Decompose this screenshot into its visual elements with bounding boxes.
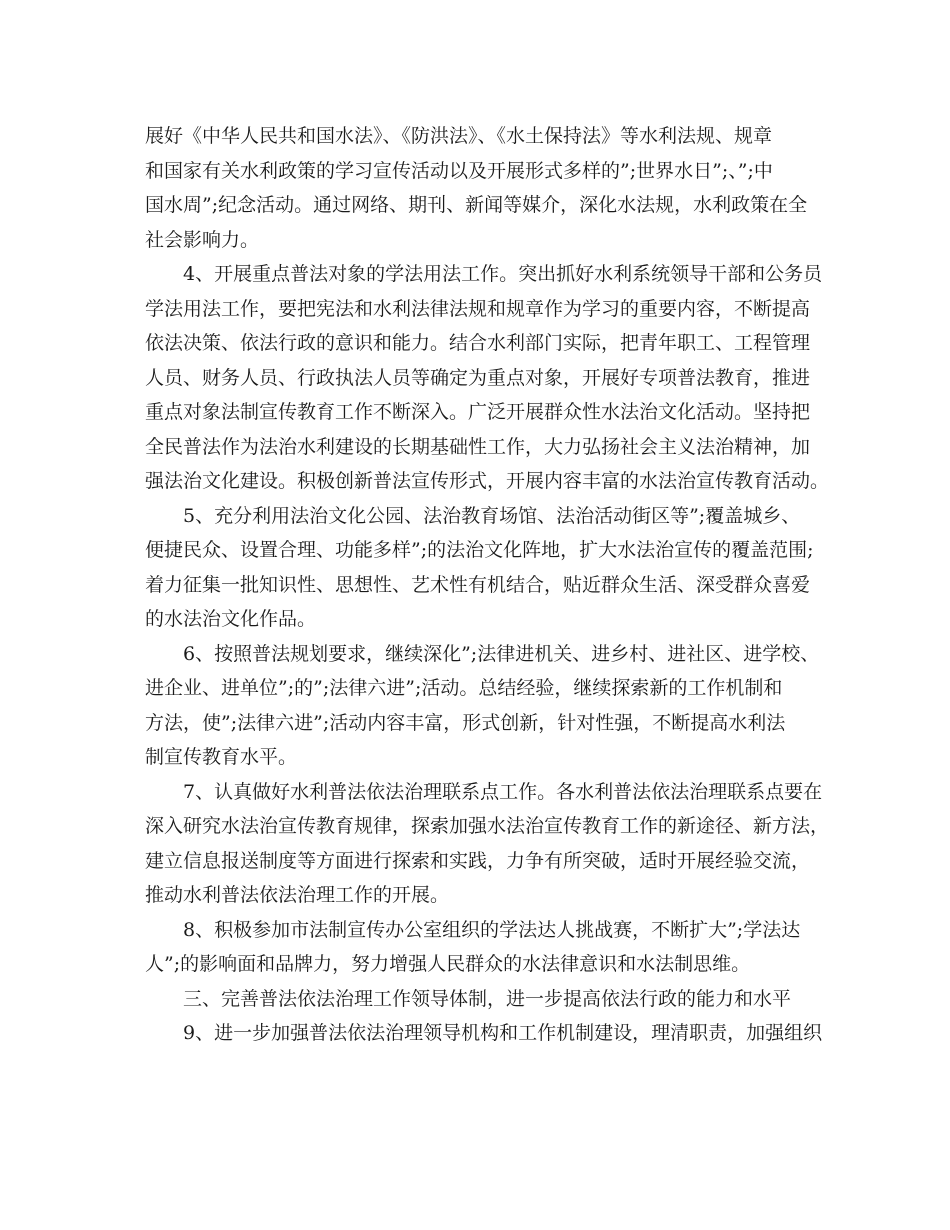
- document-body: [145, 119, 830, 1051]
- paragraph-line: 展好《中华人民共和国水法》、《防洪法》、《水土保持法》等水利法规、规章: [145, 125, 773, 147]
- paragraph-line: 深入研究水法治宣传教育规律，探索加强水法治宣传教育工作的新途径、新方法，: [145, 815, 830, 837]
- paragraph-line: 社会影响力。: [145, 228, 260, 251]
- paragraph-line: 人员、财务人员、行政执法人员等确定为重点对象，开展好专项普法教育，推进: [145, 366, 811, 389]
- paragraph-first-line: 9、进一步加强普法依法治理领导机构和工作机制建设，理清职责，加强组织: [183, 1022, 823, 1044]
- paragraph-line: 和国家有关水利政策的学习宣传活动以及开展形式多样的”;世界水日”;、”;中: [145, 159, 773, 182]
- paragraph-line: 国水周”;纪念活动。通过网络、期刊、新闻等媒介，深化水法规，水利政策在全: [145, 194, 808, 216]
- paragraph-line: 着力征集一批知识性、思想性、艺术性有机结合，贴近群众生活、深受群众喜爱: [145, 573, 811, 596]
- paragraph-line: 进企业、进单位”;的”;法律六进”;活动。总结经验，继续探索新的工作机制和: [145, 677, 783, 699]
- paragraph-first-line: 5、充分利用法治文化公园、法治教育场馆、法治活动街区等”;覆盖城乡、: [183, 504, 801, 527]
- paragraph-first-line: 三、完善普法依法治理工作领导体制，进一步提高依法行政的能力和水平: [183, 987, 792, 1010]
- paragraph-line: 便捷民众、设置合理、功能多样”;的法治文化阵地，扩大水法治宣传的覆盖范围;: [145, 539, 814, 561]
- paragraph-first-line: 4、开展重点普法对象的学法用法工作。突出抓好水利系统领导干部和公务员: [183, 263, 823, 285]
- paragraph-line: 的水法治文化作品。: [145, 608, 317, 630]
- paragraph-first-line: 7、认真做好水利普法依法治理联系点工作。各水利普法依法治理联系点要在: [183, 780, 823, 803]
- paragraph-first-line: 8、积极参加市法制宣传办公室组织的学法达人挑战赛，不断扩大”;学法达: [183, 918, 801, 941]
- paragraph-first-line: 6、按照普法规划要求，继续深化”;法律进机关、进乡村、进社区、进学校、: [183, 642, 820, 665]
- paragraph-line: 人”;的影响面和品牌力，努力增强人民群众的水法律意识和水法制思维。: [145, 953, 751, 975]
- paragraph-line: 全民普法作为法治水利建设的长期基础性工作，大力弘扬社会主义法治精神，加: [145, 435, 811, 458]
- paragraph-line: 重点对象法制宣传教育工作不断深入。广泛开展群众性水法治文化活动。坚持把: [145, 401, 811, 423]
- paragraph-line: 推动水利普法依法治理工作的开展。: [145, 884, 450, 906]
- paragraph-line: 建立信息报送制度等方面进行探索和实践，力争有所突破，适时开展经验交流，: [145, 849, 811, 872]
- paragraph-line: 强法治文化建设。积极创新普法宣传形式，开展内容丰富的水法治宣传教育活动。: [145, 470, 830, 492]
- paragraph-line: 依法决策、依法行政的意识和能力。结合水利部门实际，把青年职工、工程管理: [145, 332, 811, 354]
- paragraph-line: 制宣传教育水平。: [145, 746, 298, 768]
- paragraph-line: 学法用法工作，要把宪法和水利法律法规和规章作为学习的重要内容，不断提高: [145, 297, 811, 320]
- paragraph-line: 方法，使”;法律六进”;活动内容丰富，形式创新，针对性强，不断提高水利法: [145, 711, 786, 734]
